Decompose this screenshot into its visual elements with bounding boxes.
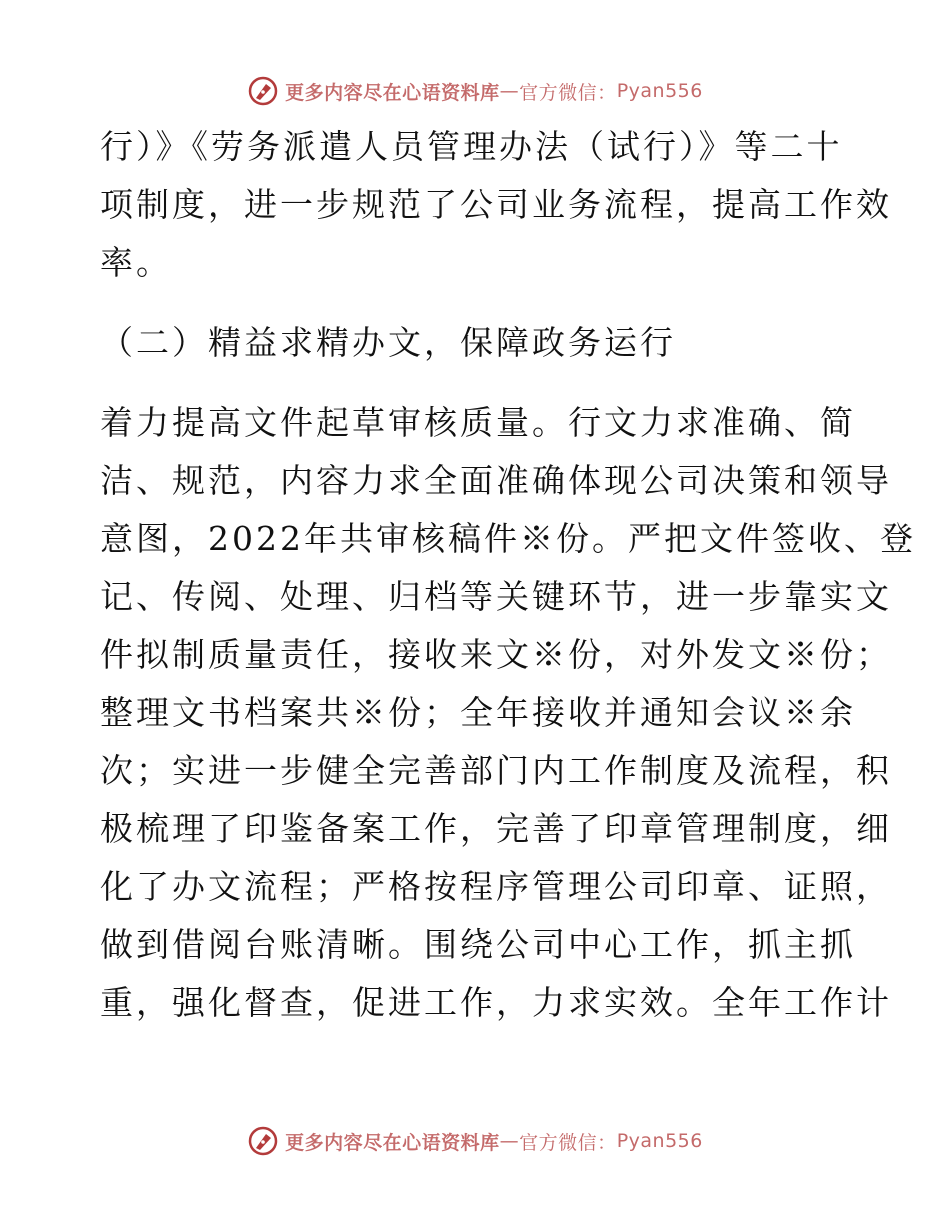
text-line: 意图，2022年共审核稿件※份。严把文件签收、登 (100, 519, 916, 558)
text-line: 重，强化督查，促进工作，力求实效。全年工作计 (100, 983, 892, 1022)
text-line: 极梳理了印鉴备案工作，完善了印章管理制度，细 (100, 809, 892, 848)
section-heading: （二）精益求精办文，保障政务运行 (100, 323, 676, 362)
text-line: 项制度，进一步规范了公司业务流程，提高工作效 (100, 185, 892, 224)
text-line: 次；实进一步健全完善部门内工作制度及流程，积 (100, 751, 892, 790)
watermark-wechat-label: 官方微信： (519, 1131, 617, 1154)
text-line: 行）》《劳务派遣人员管理办法（试行）》等二十 (100, 127, 843, 166)
watermark-main-text: 更多内容尽在心语资料库 (285, 1131, 500, 1154)
watermark-dash: — (499, 80, 520, 102)
watermark-main-text: 更多内容尽在心语资料库 (285, 81, 500, 104)
watermark-wechat-id: Pyan556 (616, 80, 703, 102)
text-line: 做到借阅台账清晰。围绕公司中心工作，抓主抓 (100, 925, 856, 964)
watermark-wechat-label: 官方微信： (519, 81, 617, 104)
paragraph-continuation (100, 118, 892, 292)
text-line: 洁、规范，内容力求全面准确体现公司决策和领导 (100, 461, 892, 500)
watermark-wechat-id: Pyan556 (616, 1130, 703, 1152)
document-body (100, 118, 916, 1032)
footer-watermark (0, 1124, 950, 1158)
text-line: 整理文书档案共※份；全年接收并通知会议※余 (100, 693, 856, 732)
watermark-dash: — (499, 1130, 520, 1152)
pen-nib-circle-icon (247, 75, 279, 107)
text-line: 率。 (100, 243, 172, 282)
paragraph-body (100, 394, 916, 1032)
text-line: 化了办文流程；严格按程序管理公司印章、证照， (100, 867, 892, 906)
text-line: 记、传阅、处理、归档等关键环节，进一步靠实文 (100, 577, 892, 616)
header-watermark (0, 74, 950, 108)
text-line: 件拟制质量责任，接收来文※份，对外发文※份； (100, 635, 892, 674)
text-line: 着力提高文件起草审核质量。行文力求准确、简 (100, 403, 856, 442)
pen-nib-circle-icon (247, 1125, 279, 1157)
